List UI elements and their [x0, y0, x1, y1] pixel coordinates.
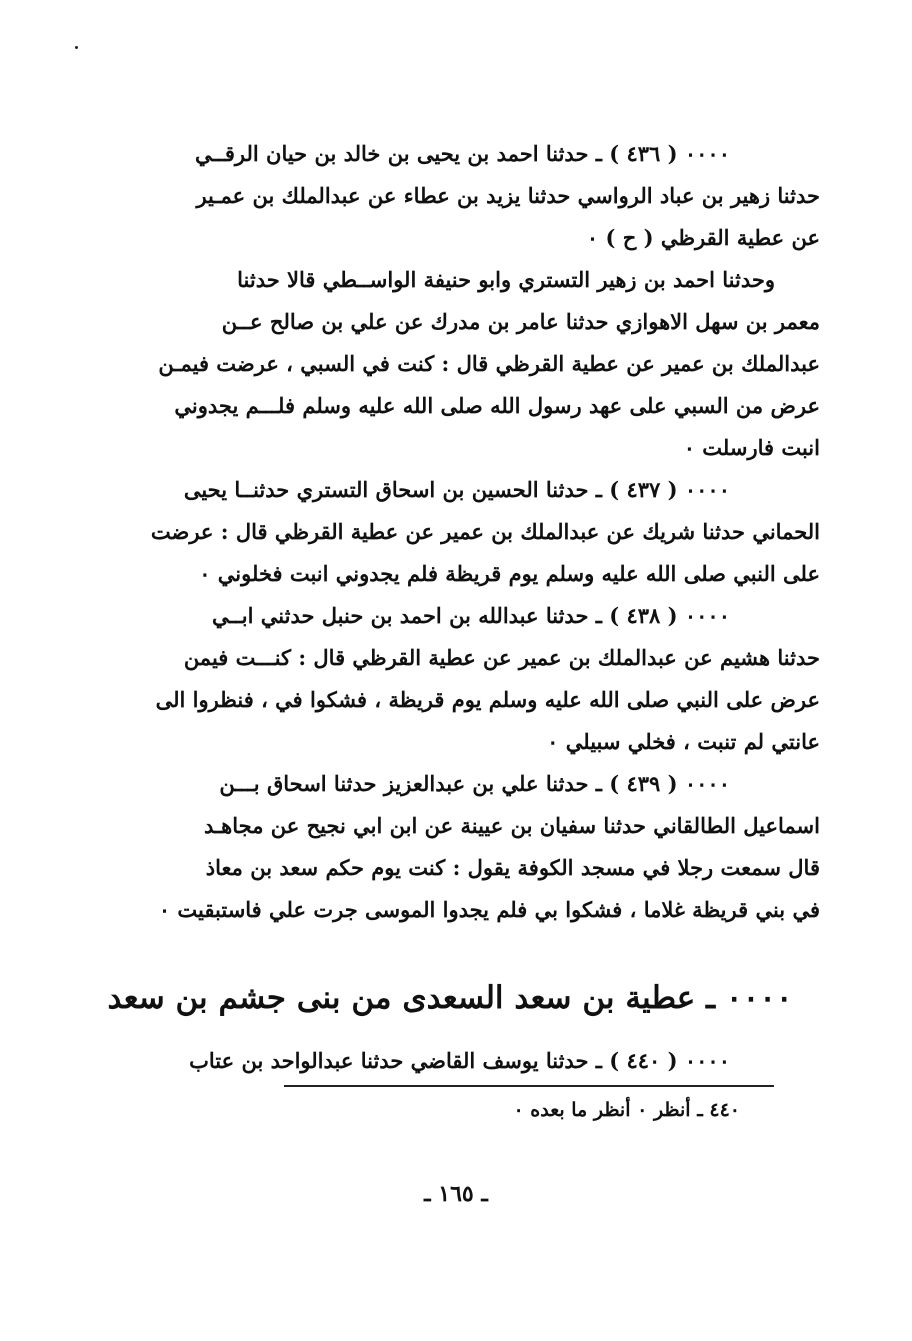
text-line: حدثنا هشيم عن عبدالملك بن عمير عن عطية القرظي قال : كنـــت فيمن: [183, 645, 820, 670]
text-line: على النبي صلى الله عليه وسلم يوم قريظة فلم يجدوني انبت فخلوني ٠: [199, 561, 820, 586]
footnote-divider: [284, 1085, 774, 1087]
page-number: ـ ١٦٥ ـ: [424, 1181, 488, 1207]
text-line: في بني قريظة غلاما ، فشكوا بي فلم يجدوا الموسى جرت علي فاستبقيت ٠: [158, 897, 820, 922]
text-line: عبدالملك بن عمير عن عطية القرظي قال : كنت في السبي ، عرضت فيمـن: [158, 351, 820, 376]
text-line: عرض على النبي صلى الله عليه وسلم يوم قريظة ، فشكوا في ، فنظروا الى: [155, 687, 820, 712]
scan-speck: [75, 46, 78, 49]
text-line: حدثنا زهير بن عباد الرواسي حدثنا يزيد بن عطاء عن عبدالملك بن عمـير: [196, 183, 820, 208]
section-heading: ٠٠٠٠ ـ عطية بن سعد السعدى من بنى جشم بن سعد: [107, 980, 793, 1016]
text-line: معمر بن سهل الاهوازي حدثنا عامر بن مدرك عن علي بن صالح عــن: [221, 309, 820, 334]
hadith-text: [80, 133, 820, 931]
text-line: وحدثنا احمد بن زهير التستري وابو حنيفة الواســطي قالا حدثنا: [237, 267, 775, 292]
text-line: ٠٠٠٠ ( ٤٣٧ ) ـ حدثنا الحسين بن اسحاق التستري حدثنــا يحيى: [183, 477, 730, 502]
text-line: ٠٠٠٠ ( ٤٣٨ ) ـ حدثنا عبدالله بن احمد بن حنبل حدثني ابــي: [211, 603, 730, 628]
text-line: الحماني حدثنا شريك عن عبدالملك بن عمير عن عطية القرظي قال : عرضت: [150, 519, 820, 544]
text-line: اسماعيل الطالقاني حدثنا سفيان بن عيينة عن ابن ابي نجيح عن مجاهـد: [203, 813, 820, 838]
text-line: عن عطية القرظي ( ح ) ٠: [586, 225, 820, 250]
footnote: ٤٤٠ ـ أنظر ٠ أنظر ما بعده ٠: [513, 1099, 740, 1121]
text-line: ٠٠٠٠ ( ٤٣٦ ) ـ حدثنا احمد بن يحيى بن خالد بن حيان الرقــي: [195, 141, 730, 166]
text-line: عرض من السبي على عهد رسول الله صلى الله عليه وسلم فلـــم يجدوني: [174, 393, 820, 418]
text-line: ٠٠٠٠ ( ٤٣٩ ) ـ حدثنا علي بن عبدالعزيز حدثنا اسحاق بـــن: [219, 771, 730, 796]
text-line: عانتي لم تنبت ، فخلي سبيلي ٠: [547, 729, 820, 754]
text-line: انبت فارسلت ٠: [683, 435, 820, 460]
text-line: [80, 1040, 820, 1082]
text-line: قال سمعت رجلا في مسجد الكوفة يقول : كنت يوم حكم سعد بن معاذ: [205, 855, 820, 880]
text-line-content: ٠٠٠٠ ( ٤٤٠ ) ـ حدثنا يوسف القاضي حدثنا عبدالواحد بن عتاب: [189, 1048, 730, 1073]
